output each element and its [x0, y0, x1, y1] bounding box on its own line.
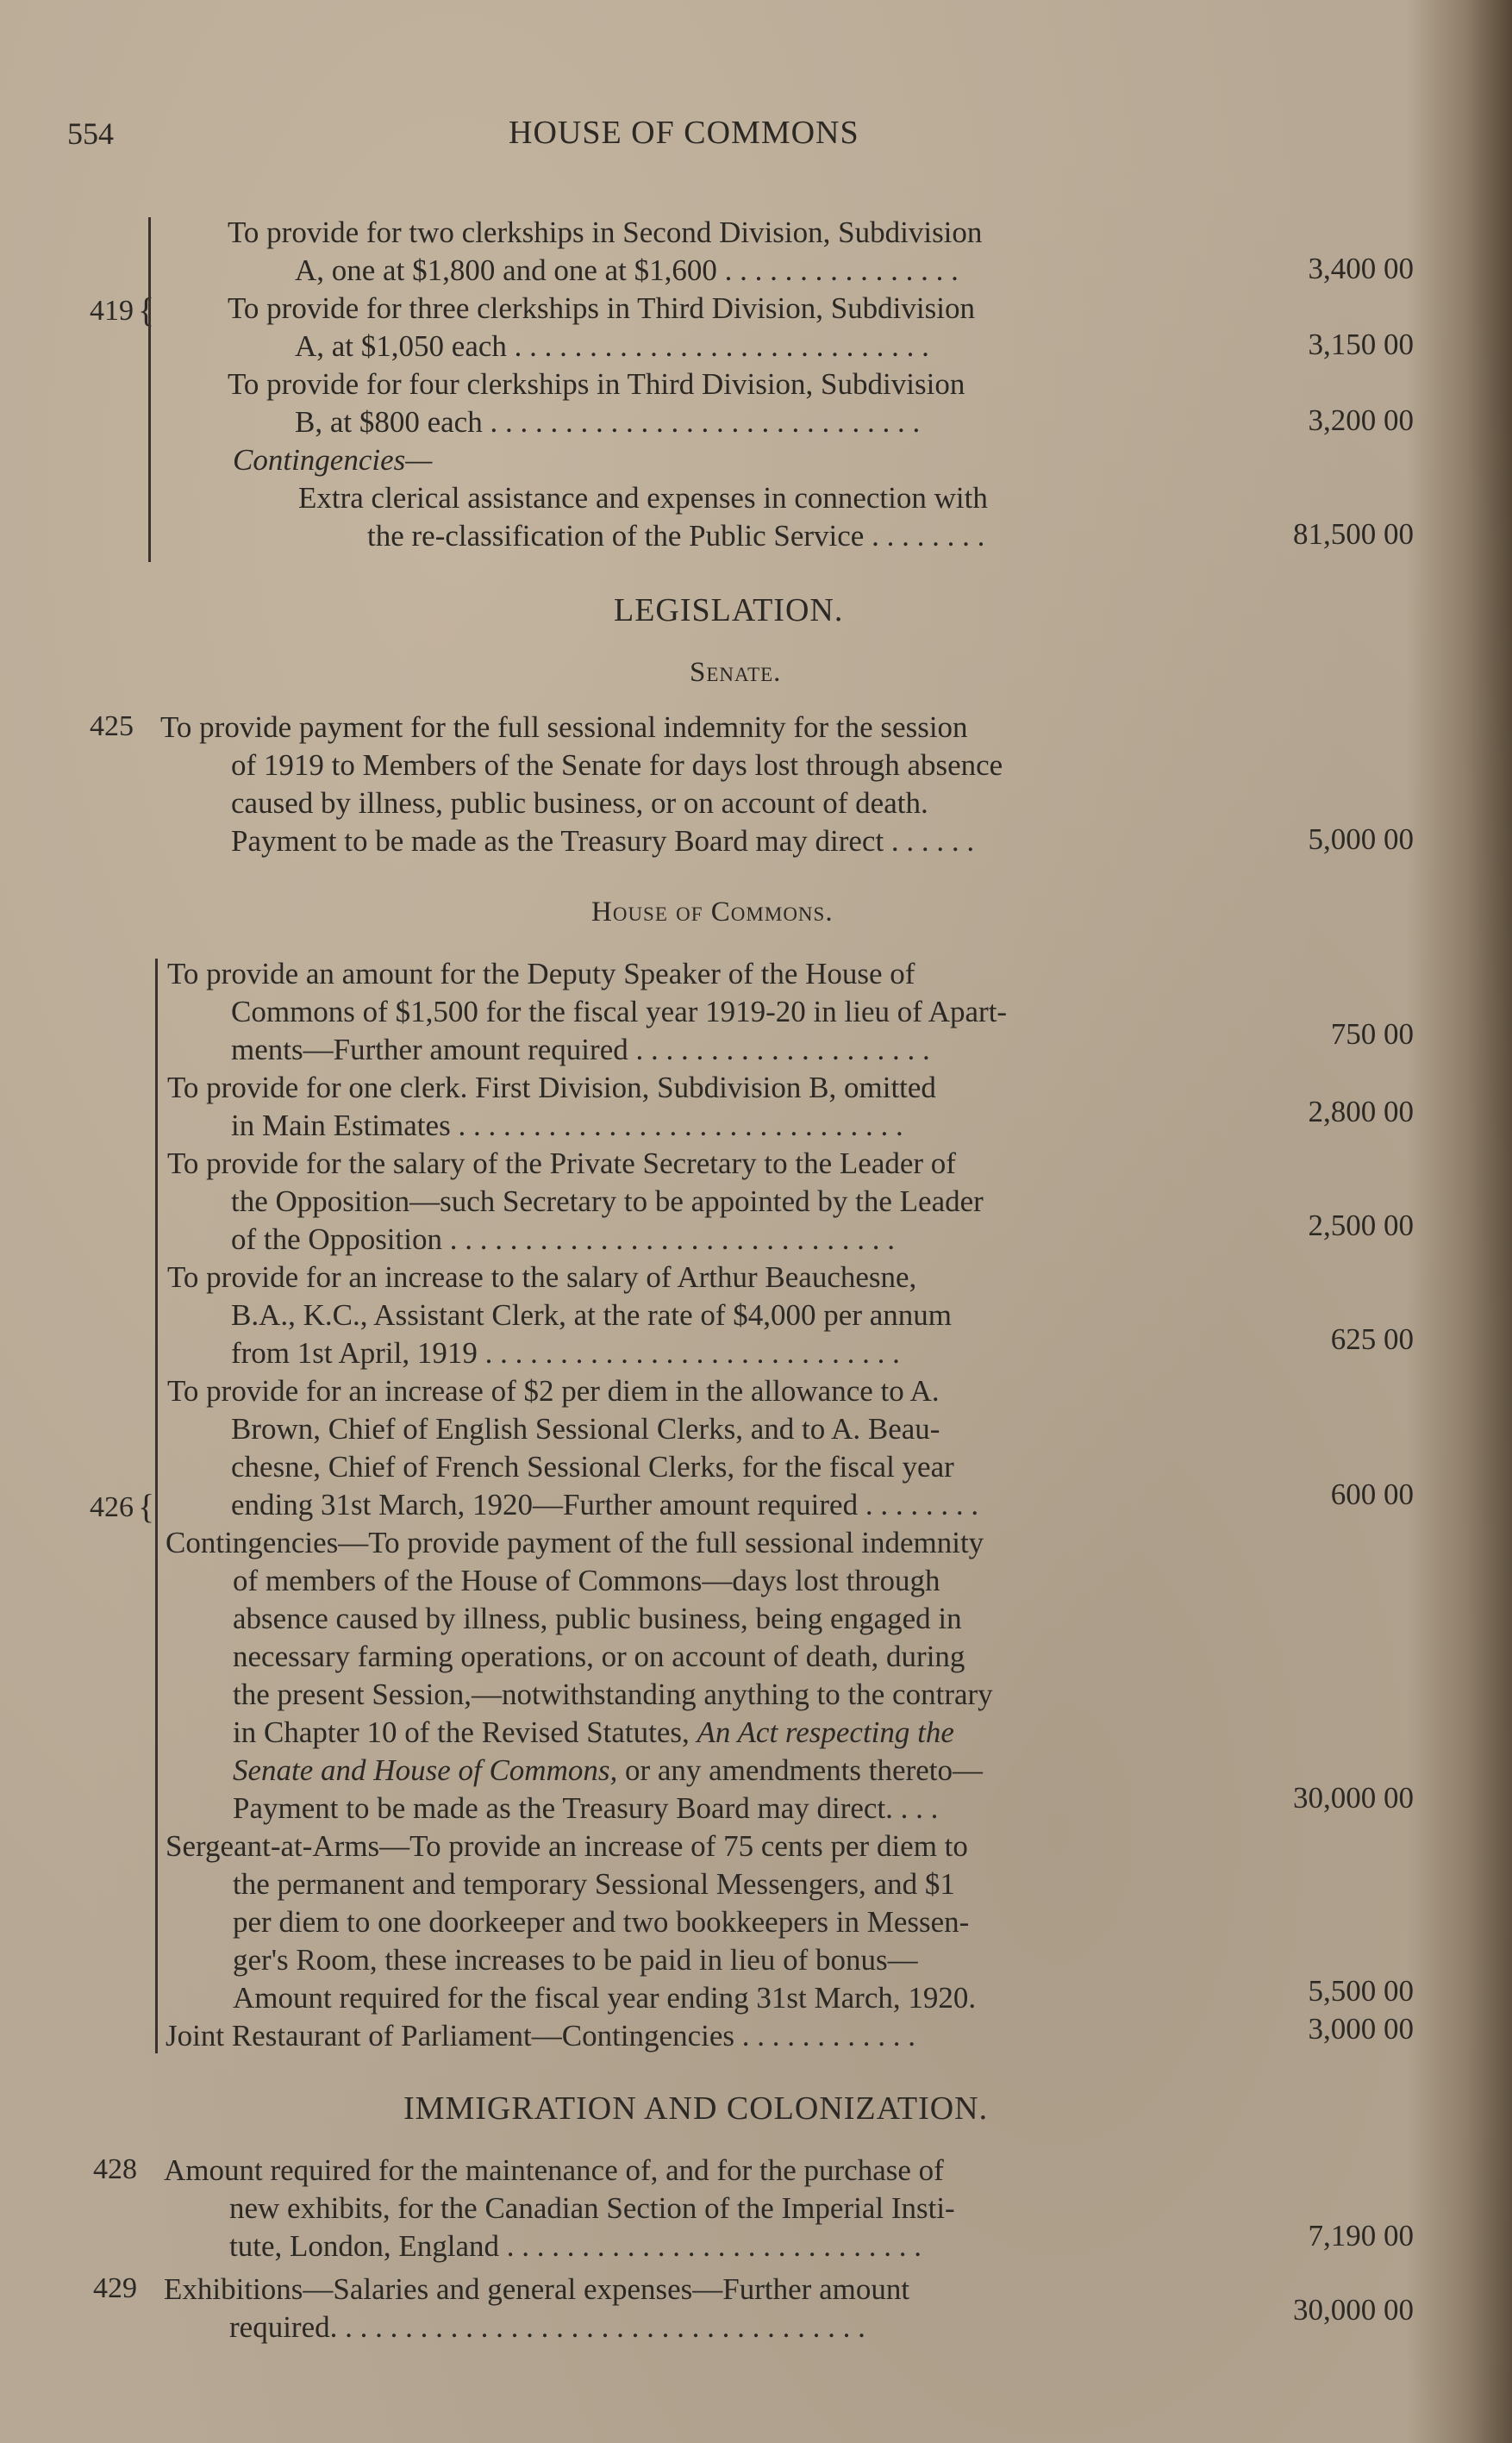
amount: 30,000 00 — [1293, 1781, 1414, 1815]
line: To provide for one clerk. First Division, Subdivision B, omitted — [167, 1071, 936, 1104]
amount: 625 00 — [1330, 1322, 1414, 1356]
line: Exhibitions—Salaries and general expenses—Further amount — [164, 2272, 910, 2306]
subsection-heading: House of Commons. — [591, 897, 834, 928]
line: ments—Further amount required . . . . . . . . . . . . . . . . . . . . — [231, 1033, 930, 1066]
line: new exhibits, for the Canadian Section of the Imperial Insti- — [229, 2191, 955, 2225]
line: B.A., K.C., Assistant Clerk, at the rate of $4,000 per annum — [231, 1298, 952, 1332]
line: ger's Room, these increases to be paid in lieu of bonus— — [233, 1943, 918, 1977]
brace-419: { — [138, 291, 155, 329]
line: the Opposition—such Secretary to be appointed by the Leader — [231, 1184, 984, 1218]
vote-number-426: 426 — [90, 1491, 134, 1523]
line: Brown, Chief of English Sessional Clerks, and to A. Beau- — [231, 1412, 940, 1446]
amount: 3,200 00 — [1308, 403, 1414, 437]
line-with-italic — [233, 1752, 983, 1790]
amount: 81,500 00 — [1293, 517, 1414, 551]
line: B, at $800 each . . . . . . . . . . . . . . . . . . . . . . . . . . . . . — [295, 405, 921, 439]
line: To provide payment for the full sessional indemnity for the session — [160, 710, 968, 744]
vote-number-419: 419 — [90, 295, 134, 327]
vote-number-428: 428 — [93, 2153, 137, 2185]
amount: 2,800 00 — [1308, 1095, 1414, 1128]
italic-act-title: Senate and House of Commons, — [233, 1753, 618, 1787]
line: Contingencies—To provide payment of the full sessional indemnity — [166, 1526, 984, 1559]
line: caused by illness, public business, or on account of death. — [231, 786, 928, 820]
line: To provide for two clerkships in Second Division, Subdivision — [228, 216, 983, 249]
line: A, one at $1,800 and one at $1,600 . . . . . . . . . . . . . . . . — [295, 253, 959, 287]
section-heading: IMMIGRATION AND COLONIZATION. — [403, 2090, 989, 2127]
amount: 3,000 00 — [1308, 2012, 1414, 2046]
line: necessary farming operations, or on account of death, during — [233, 1640, 965, 1673]
line: the permanent and temporary Sessional Messengers, and $1 — [233, 1867, 955, 1901]
bracket-426 — [155, 959, 158, 2053]
line: Amount required for the maintenance of, and for the purchase of — [164, 2153, 944, 2187]
amount: 7,190 00 — [1308, 2219, 1414, 2252]
line: To provide for an increase of $2 per diem in the allowance to A. — [167, 1374, 940, 1408]
amount: 2,500 00 — [1308, 1209, 1414, 1242]
line: To provide an amount for the Deputy Speaker of the House of — [167, 957, 915, 990]
line: in Main Estimates . . . . . . . . . . . . . . . . . . . . . . . . . . . . . . — [231, 1109, 903, 1142]
running-head: HOUSE OF COMMONS — [509, 115, 859, 151]
line: in Chapter 10 of the Revised Statutes, — [233, 1715, 690, 1749]
line: required. . . . . . . . . . . . . . . . . . . . . . . . . . . . . . . . . . . . — [229, 2310, 865, 2344]
amount: 3,150 00 — [1308, 328, 1414, 361]
line: or any amendments thereto— — [617, 1753, 983, 1787]
amount: 750 00 — [1330, 1017, 1414, 1051]
amount: 600 00 — [1330, 1478, 1414, 1511]
subsection-heading: Senate. — [690, 657, 782, 688]
brace-426: { — [138, 1487, 155, 1526]
line: To provide for three clerkships in Third Division, Subdivision — [228, 291, 975, 325]
bracket-419 — [148, 217, 151, 562]
line: To provide for four clerkships in Third Division, Subdivision — [228, 367, 965, 401]
line: the present Session,—notwithstanding anything to the contrary — [233, 1678, 993, 1711]
vote-number-425: 425 — [90, 710, 134, 742]
line: tute, London, England . . . . . . . . . . . . . . . . . . . . . . . . . . . . — [229, 2229, 922, 2263]
line-with-italic — [233, 1714, 954, 1752]
amount: 30,000 00 — [1293, 2293, 1414, 2327]
line: from 1st April, 1919 . . . . . . . . . . . . . . . . . . . . . . . . . . . . — [231, 1336, 900, 1370]
line: ending 31st March, 1920—Further amount required . . . . . . . . — [231, 1488, 979, 1521]
section-heading: LEGISLATION. — [614, 592, 844, 628]
amount: 5,500 00 — [1308, 1974, 1414, 2008]
line: of 1919 to Members of the Senate for days lost through absence — [231, 748, 1003, 782]
line: Commons of $1,500 for the fiscal year 1919-20 in lieu of Apart- — [231, 995, 1008, 1028]
italic-act-title: An Act respecting the — [697, 1715, 954, 1749]
line: per diem to one doorkeeper and two bookkeepers in Messen- — [233, 1905, 970, 1939]
line: Amount required for the fiscal year ending 31st March, 1920. — [233, 1981, 977, 2015]
line: A, at $1,050 each . . . . . . . . . . . . . . . . . . . . . . . . . . . . — [295, 329, 929, 363]
line: chesne, Chief of French Sessional Clerks, for the fiscal year — [231, 1450, 954, 1484]
line: of members of the House of Commons—days lost through — [233, 1564, 940, 1597]
line: Joint Restaurant of Parliament—Contingencies . . . . . . . . . . . . — [166, 2019, 916, 2052]
line: Sergeant-at-Arms—To provide an increase of 75 cents per diem to — [166, 1829, 968, 1863]
amount: 3,400 00 — [1308, 252, 1414, 285]
line: To provide for the salary of the Private Secretary to the Leader of — [167, 1147, 956, 1180]
line: To provide for an increase to the salary of Arthur Beauchesne, — [167, 1260, 917, 1294]
line: Contingencies— — [233, 443, 433, 477]
page-number: 554 — [67, 116, 114, 151]
line: absence caused by illness, public business, being engaged in — [233, 1602, 962, 1635]
vote-number-429: 429 — [93, 2272, 137, 2304]
line: Payment to be made as the Treasury Board may direct. . . . — [233, 1791, 939, 1825]
line: Extra clerical assistance and expenses in connection with — [298, 481, 988, 515]
line: Payment to be made as the Treasury Board may direct . . . . . . — [231, 824, 975, 858]
amount: 5,000 00 — [1308, 822, 1414, 856]
line: of the Opposition . . . . . . . . . . . . . . . . . . . . . . . . . . . . . . — [231, 1222, 895, 1256]
line: the re-classification of the Public Service . . . . . . . . — [367, 519, 985, 553]
